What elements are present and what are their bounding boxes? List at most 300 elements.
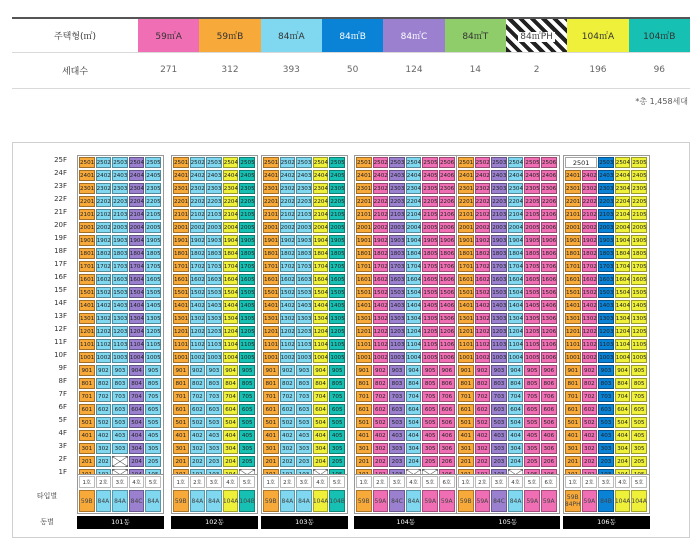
unit-cell: 406 bbox=[541, 430, 557, 441]
line-number-label: 3호 bbox=[206, 476, 222, 488]
unit-cell: 2203 bbox=[206, 196, 222, 207]
unit-cell: 1204 bbox=[615, 326, 631, 337]
unit-cell: 1801 bbox=[565, 248, 581, 259]
type-header-1 bbox=[199, 18, 260, 52]
unit-cell: 1901 bbox=[458, 235, 474, 246]
unit-cell: 2003 bbox=[206, 222, 222, 233]
unit-cell: 2204 bbox=[615, 196, 631, 207]
unit-cell: 305 bbox=[329, 443, 345, 454]
type-count-5: 14 bbox=[445, 52, 506, 88]
line-number-label: 3호 bbox=[598, 476, 614, 488]
unit-cell: 206 bbox=[541, 456, 557, 467]
unit-cell: 802 bbox=[582, 378, 598, 389]
unit-cell: 2003 bbox=[491, 222, 507, 233]
unit-cell: 2305 bbox=[631, 183, 647, 194]
floor-label: 18F bbox=[54, 247, 67, 255]
unit-cell: 1203 bbox=[206, 326, 222, 337]
unit-cell: 2106 bbox=[541, 209, 557, 220]
unit-cell: 204 bbox=[508, 456, 524, 467]
unit-cell: 1304 bbox=[508, 313, 524, 324]
unit-cell: 1101 bbox=[263, 339, 279, 350]
unit-cell: 1604 bbox=[129, 274, 145, 285]
unit-cell: 1102 bbox=[475, 339, 491, 350]
unit-cell: 1302 bbox=[280, 313, 296, 324]
unit-cell: 1304 bbox=[406, 313, 422, 324]
line-type-cell: 59B bbox=[356, 490, 372, 512]
unit-cell: 2305 bbox=[422, 183, 438, 194]
unit-cell: 2505 bbox=[524, 157, 540, 168]
unit-cell: 1006 bbox=[541, 352, 557, 363]
unit-cell: 204 bbox=[313, 456, 329, 467]
unit-cell: 2501 bbox=[79, 157, 95, 168]
unit-cell: 1501 bbox=[356, 287, 372, 298]
unit-cell: 2102 bbox=[373, 209, 389, 220]
line-number-label: 2호 bbox=[190, 476, 206, 488]
unit-cell: 405 bbox=[631, 430, 647, 441]
unit-cell: 503 bbox=[206, 417, 222, 428]
unit-cell: 1001 bbox=[79, 352, 95, 363]
unit-cell: 604 bbox=[313, 404, 329, 415]
unit-cell: 1803 bbox=[206, 248, 222, 259]
unit-cell: 402 bbox=[373, 430, 389, 441]
unit-cell: 1902 bbox=[96, 235, 112, 246]
floor-label: 24F bbox=[54, 169, 67, 177]
unit-cell: 1803 bbox=[296, 248, 312, 259]
line-number-label: 1호 bbox=[79, 476, 95, 488]
unit-cell: 1003 bbox=[206, 352, 222, 363]
unit-cell: 305 bbox=[239, 443, 255, 454]
line-number-label: 1호 bbox=[263, 476, 279, 488]
unit-cell: 1301 bbox=[263, 313, 279, 324]
line-number-label: 6호 bbox=[541, 476, 557, 488]
unit-cell: 2404 bbox=[508, 170, 524, 181]
unit-cell: 2502 bbox=[373, 157, 389, 168]
unit-cell: 1503 bbox=[206, 287, 222, 298]
unit-cell: 2206 bbox=[439, 196, 455, 207]
unit-cell: 303 bbox=[112, 443, 128, 454]
unit-cell: 1402 bbox=[96, 300, 112, 311]
unit-cell: 504 bbox=[223, 417, 239, 428]
unit-cell: 2003 bbox=[112, 222, 128, 233]
unit-cell: 1603 bbox=[206, 274, 222, 285]
unit-cell: 1303 bbox=[206, 313, 222, 324]
unit-cell: 1404 bbox=[406, 300, 422, 311]
unit-cell: 1705 bbox=[329, 261, 345, 272]
unit-cell: 1205 bbox=[239, 326, 255, 337]
unit-cell: 2105 bbox=[239, 209, 255, 220]
unit-cell: 1604 bbox=[615, 274, 631, 285]
unit-cell: 1403 bbox=[206, 300, 222, 311]
unit-cell: 1705 bbox=[422, 261, 438, 272]
unit-cell: 2201 bbox=[79, 196, 95, 207]
unit-cell: 1204 bbox=[313, 326, 329, 337]
unit-cell: 2304 bbox=[223, 183, 239, 194]
unit-cell: 2405 bbox=[329, 170, 345, 181]
unit-cell: 903 bbox=[296, 365, 312, 376]
unit-cell: 1901 bbox=[173, 235, 189, 246]
line-type-cell: 59B 84PH bbox=[565, 490, 581, 512]
unit-cell: 1303 bbox=[112, 313, 128, 324]
unit-cell: 1704 bbox=[313, 261, 329, 272]
unit-cell: 805 bbox=[329, 378, 345, 389]
unit-cell: 1302 bbox=[96, 313, 112, 324]
unit-cell: 1705 bbox=[631, 261, 647, 272]
unit-cell: 2102 bbox=[96, 209, 112, 220]
unit-cell: 1101 bbox=[458, 339, 474, 350]
type-name: 104㎡A bbox=[581, 31, 615, 42]
unit-cell: 1902 bbox=[582, 235, 598, 246]
unit-cell: 401 bbox=[173, 430, 189, 441]
line-number-label: 5호 bbox=[524, 476, 540, 488]
unit-cell: 304 bbox=[129, 443, 145, 454]
dong-row-label: 동별 bbox=[40, 518, 54, 526]
type-count-4: 124 bbox=[383, 52, 444, 88]
unit-cell: 2403 bbox=[112, 170, 128, 181]
unit-cell: 501 bbox=[79, 417, 95, 428]
unit-cell: 1806 bbox=[439, 248, 455, 259]
unit-cell: 301 bbox=[458, 443, 474, 454]
unit-cell: 606 bbox=[439, 404, 455, 415]
type-name: 84㎡T bbox=[462, 31, 489, 42]
unit-cell: 403 bbox=[491, 430, 507, 441]
unit-cell: 803 bbox=[598, 378, 614, 389]
unit-cell: 704 bbox=[223, 391, 239, 402]
unit-cell: 505 bbox=[524, 417, 540, 428]
unit-cell: 306 bbox=[541, 443, 557, 454]
unit-cell: 1301 bbox=[458, 313, 474, 324]
unit-cell: 1306 bbox=[439, 313, 455, 324]
unit-cell: 201 bbox=[79, 456, 95, 467]
unit-cell: 2402 bbox=[280, 170, 296, 181]
unit-cell: 604 bbox=[406, 404, 422, 415]
unit-cell: 703 bbox=[296, 391, 312, 402]
unit-cell: 1402 bbox=[582, 300, 598, 311]
unit-cell: 504 bbox=[508, 417, 524, 428]
unit-cell: 1901 bbox=[565, 235, 581, 246]
unit-cell: 2405 bbox=[524, 170, 540, 181]
unit-cell: 2403 bbox=[491, 170, 507, 181]
unit-cell: 803 bbox=[491, 378, 507, 389]
line-type-cell: 59A bbox=[422, 490, 438, 512]
unit-cell: 302 bbox=[475, 443, 491, 454]
unit-cell: 502 bbox=[96, 417, 112, 428]
unit-cell: 701 bbox=[458, 391, 474, 402]
unit-cell: 1406 bbox=[439, 300, 455, 311]
unit-cell: 605 bbox=[524, 404, 540, 415]
unit-cell: 501 bbox=[458, 417, 474, 428]
unit-cell: 1105 bbox=[422, 339, 438, 350]
unit-cell: 2006 bbox=[541, 222, 557, 233]
line-type-cell: 104B bbox=[329, 490, 345, 512]
line-type-cell: 59B bbox=[263, 490, 279, 512]
unit-cell: 1402 bbox=[373, 300, 389, 311]
unit-cell: 203 bbox=[206, 456, 222, 467]
unit-cell: 903 bbox=[389, 365, 405, 376]
unit-cell: 1504 bbox=[223, 287, 239, 298]
unit-cell: 601 bbox=[565, 404, 581, 415]
unit-cell: 404 bbox=[313, 430, 329, 441]
unit-cell: 204 bbox=[129, 456, 145, 467]
unit-cell: 1003 bbox=[598, 352, 614, 363]
unit-cell: 1003 bbox=[296, 352, 312, 363]
unit-cell: 1702 bbox=[190, 261, 206, 272]
unit-cell: 404 bbox=[129, 430, 145, 441]
line-number-label: 1호 bbox=[458, 476, 474, 488]
line-type-cell: 59A bbox=[524, 490, 540, 512]
unit-cell: 1605 bbox=[239, 274, 255, 285]
unit-cell: 803 bbox=[389, 378, 405, 389]
unit-cell: 1004 bbox=[615, 352, 631, 363]
unit-cell: 1601 bbox=[263, 274, 279, 285]
unit-cell: 901 bbox=[79, 365, 95, 376]
floor-label: 21F bbox=[54, 208, 67, 216]
unit-cell: 1004 bbox=[129, 352, 145, 363]
unit-cell: 1106 bbox=[439, 339, 455, 350]
unit-cell: 202 bbox=[190, 456, 206, 467]
unit-cell: 1404 bbox=[615, 300, 631, 311]
unit-cell: 605 bbox=[422, 404, 438, 415]
line-number-label: 4호 bbox=[615, 476, 631, 488]
unit-cell: 1805 bbox=[145, 248, 161, 259]
unit-cell: 701 bbox=[356, 391, 372, 402]
unit-cell: 604 bbox=[223, 404, 239, 415]
unit-cell: 1302 bbox=[373, 313, 389, 324]
unit-cell: 2404 bbox=[129, 170, 145, 181]
line-number-label: 5호 bbox=[145, 476, 161, 488]
unit-cell: 1402 bbox=[475, 300, 491, 311]
line-type-cell: 84B bbox=[598, 490, 614, 512]
unit-cell: 1405 bbox=[631, 300, 647, 311]
unit-cell: 2403 bbox=[296, 170, 312, 181]
unit-cell: 1903 bbox=[598, 235, 614, 246]
unit-cell: 1505 bbox=[329, 287, 345, 298]
unit-cell: 2302 bbox=[373, 183, 389, 194]
unit-cell: 2201 bbox=[263, 196, 279, 207]
unit-cell: 303 bbox=[206, 443, 222, 454]
unit-cell: 206 bbox=[439, 456, 455, 467]
unit-cell: 505 bbox=[422, 417, 438, 428]
unit-cell: 604 bbox=[508, 404, 524, 415]
unit-cell: 1102 bbox=[582, 339, 598, 350]
unit-cell: 2303 bbox=[598, 183, 614, 194]
unit-cell: 1801 bbox=[79, 248, 95, 259]
unit-cell: 1802 bbox=[96, 248, 112, 259]
unit-cell: 2205 bbox=[422, 196, 438, 207]
unit-cell: 1205 bbox=[329, 326, 345, 337]
unit-cell: 601 bbox=[458, 404, 474, 415]
line-type-cell: 104A bbox=[615, 490, 631, 512]
unit-cell: 1903 bbox=[206, 235, 222, 246]
unit-cell: 2102 bbox=[582, 209, 598, 220]
unit-cell: 2001 bbox=[263, 222, 279, 233]
unit-cell: 1703 bbox=[112, 261, 128, 272]
type-header-5 bbox=[445, 18, 506, 52]
unit-cell: 1702 bbox=[373, 261, 389, 272]
floor-label: 14F bbox=[54, 299, 67, 307]
unit-cell: 1706 bbox=[541, 261, 557, 272]
unit-cell: 2504 bbox=[615, 157, 631, 168]
unit-cell: 1702 bbox=[475, 261, 491, 272]
type-name: 59㎡A bbox=[155, 31, 182, 42]
unit-cell: 1206 bbox=[439, 326, 455, 337]
unit-cell: 1701 bbox=[565, 261, 581, 272]
unit-cell: 902 bbox=[373, 365, 389, 376]
unit-cell: 2405 bbox=[145, 170, 161, 181]
unit-cell: 1601 bbox=[173, 274, 189, 285]
unit-cell: 303 bbox=[296, 443, 312, 454]
unit-cell: 706 bbox=[439, 391, 455, 402]
unit-cell: 2104 bbox=[406, 209, 422, 220]
unit-cell: 1104 bbox=[223, 339, 239, 350]
unit-cell: 1804 bbox=[129, 248, 145, 259]
unit-cell: 604 bbox=[129, 404, 145, 415]
floor-label: 23F bbox=[54, 182, 67, 190]
floor-label: 22F bbox=[54, 195, 67, 203]
floor-label: 2F bbox=[58, 455, 67, 463]
line-number-label: 2호 bbox=[373, 476, 389, 488]
unit-cell: 1604 bbox=[508, 274, 524, 285]
unit-cell: 1901 bbox=[263, 235, 279, 246]
unit-cell: 2406 bbox=[541, 170, 557, 181]
unit-cell: 503 bbox=[598, 417, 614, 428]
unit-cell: 1303 bbox=[296, 313, 312, 324]
unit-cell: 2205 bbox=[145, 196, 161, 207]
unit-cell: 1104 bbox=[129, 339, 145, 350]
unit-cell: 2103 bbox=[598, 209, 614, 220]
unit-cell: 1104 bbox=[508, 339, 524, 350]
type-row-label: 타입별 bbox=[36, 492, 58, 500]
unit-cell: 1601 bbox=[79, 274, 95, 285]
unit-cell: 605 bbox=[329, 404, 345, 415]
unit-cell: 1004 bbox=[313, 352, 329, 363]
unit-cell: 2005 bbox=[145, 222, 161, 233]
unit-cell: 2302 bbox=[190, 183, 206, 194]
unit-cell: 1701 bbox=[263, 261, 279, 272]
line-type-cell: 84C bbox=[129, 490, 145, 512]
unit-cell: 1304 bbox=[223, 313, 239, 324]
unit-cell: 1703 bbox=[598, 261, 614, 272]
unit-cell: 204 bbox=[406, 456, 422, 467]
unit-cell: 1805 bbox=[239, 248, 255, 259]
line-number-label: 6호 bbox=[439, 476, 455, 488]
unit-cell: 1601 bbox=[356, 274, 372, 285]
unit-cell: 1503 bbox=[112, 287, 128, 298]
unit-cell: 2405 bbox=[422, 170, 438, 181]
unit-cell: 1705 bbox=[524, 261, 540, 272]
unit-cell: 802 bbox=[475, 378, 491, 389]
unit-cell: 2505 bbox=[329, 157, 345, 168]
unit-cell: 702 bbox=[582, 391, 598, 402]
unit-cell: 1104 bbox=[615, 339, 631, 350]
unit-cell: 1204 bbox=[508, 326, 524, 337]
unit-cell: 904 bbox=[129, 365, 145, 376]
unit-cell: 304 bbox=[508, 443, 524, 454]
unit-cell: 1505 bbox=[631, 287, 647, 298]
unit-cell: 2503 bbox=[389, 157, 405, 168]
unit-cell: 2001 bbox=[173, 222, 189, 233]
unit-type-row bbox=[12, 18, 690, 52]
line-type-cell: 84A bbox=[190, 490, 206, 512]
unit-cell: 201 bbox=[263, 456, 279, 467]
unit-cell: 1004 bbox=[508, 352, 524, 363]
unit-cell: 2204 bbox=[223, 196, 239, 207]
unit-cell: 1205 bbox=[524, 326, 540, 337]
unit-cell: 203 bbox=[389, 456, 405, 467]
unit-cell: 1103 bbox=[296, 339, 312, 350]
unit-cell: 1501 bbox=[79, 287, 95, 298]
line-number-label: 2호 bbox=[96, 476, 112, 488]
unit-cell: 2002 bbox=[280, 222, 296, 233]
unit-cell: 2102 bbox=[190, 209, 206, 220]
unit-cell: 904 bbox=[615, 365, 631, 376]
unit-cell: 1502 bbox=[96, 287, 112, 298]
unit-cell: 1404 bbox=[129, 300, 145, 311]
unit-cell: 401 bbox=[565, 430, 581, 441]
unit-cell: 202 bbox=[280, 456, 296, 467]
line-type-cell: 84A bbox=[206, 490, 222, 512]
unit-cell: 504 bbox=[406, 417, 422, 428]
unit-cell: 301 bbox=[173, 443, 189, 454]
unit-cell: 1205 bbox=[422, 326, 438, 337]
unit-cell: 505 bbox=[329, 417, 345, 428]
unit-cell: 2504 bbox=[406, 157, 422, 168]
line-type-cell: 84A bbox=[508, 490, 524, 512]
unit-cell: 2401 bbox=[79, 170, 95, 181]
unit-cell: 705 bbox=[631, 391, 647, 402]
building-3-name: 103동 bbox=[261, 516, 348, 529]
type-header-3 bbox=[322, 18, 383, 52]
unit-cell: 504 bbox=[129, 417, 145, 428]
type-count-2: 393 bbox=[261, 52, 322, 88]
line-number-label: 5호 bbox=[329, 476, 345, 488]
unit-cell: 2202 bbox=[280, 196, 296, 207]
unit-cell: 601 bbox=[356, 404, 372, 415]
floor-label: 5F bbox=[58, 416, 67, 424]
unit-cell: 1202 bbox=[582, 326, 598, 337]
line-number-label: 1호 bbox=[565, 476, 581, 488]
unit-cell: 1603 bbox=[389, 274, 405, 285]
floor-label: 16F bbox=[54, 273, 67, 281]
unit-cell: 2004 bbox=[129, 222, 145, 233]
unit-cell: 1904 bbox=[615, 235, 631, 246]
unit-cell: 2001 bbox=[458, 222, 474, 233]
unit-cell: 1905 bbox=[524, 235, 540, 246]
unit-cell: 1201 bbox=[458, 326, 474, 337]
unit-cell: 705 bbox=[329, 391, 345, 402]
unit-cell: 2304 bbox=[129, 183, 145, 194]
unit-cell: 1603 bbox=[598, 274, 614, 285]
unit-cell: 1104 bbox=[406, 339, 422, 350]
unit-cell: 406 bbox=[439, 430, 455, 441]
unit-cell: 2504 bbox=[129, 157, 145, 168]
unit-cell: 603 bbox=[206, 404, 222, 415]
unit-cell: 1505 bbox=[239, 287, 255, 298]
unit-cell: 2301 bbox=[356, 183, 372, 194]
line-number-label: 5호 bbox=[422, 476, 438, 488]
unit-cell: 1004 bbox=[223, 352, 239, 363]
unit-cell: 1101 bbox=[79, 339, 95, 350]
unit-cell: 1305 bbox=[524, 313, 540, 324]
unit-cell: 1401 bbox=[263, 300, 279, 311]
unit-cell: 2101 bbox=[565, 209, 581, 220]
unit-cell: 1504 bbox=[129, 287, 145, 298]
unit-cell: 2501 bbox=[565, 157, 597, 168]
unit-cell: 2403 bbox=[598, 170, 614, 181]
unit-cell: 2501 bbox=[458, 157, 474, 168]
unit-cell: 2303 bbox=[296, 183, 312, 194]
unit-cell: 2105 bbox=[145, 209, 161, 220]
unit-cell: 1603 bbox=[491, 274, 507, 285]
